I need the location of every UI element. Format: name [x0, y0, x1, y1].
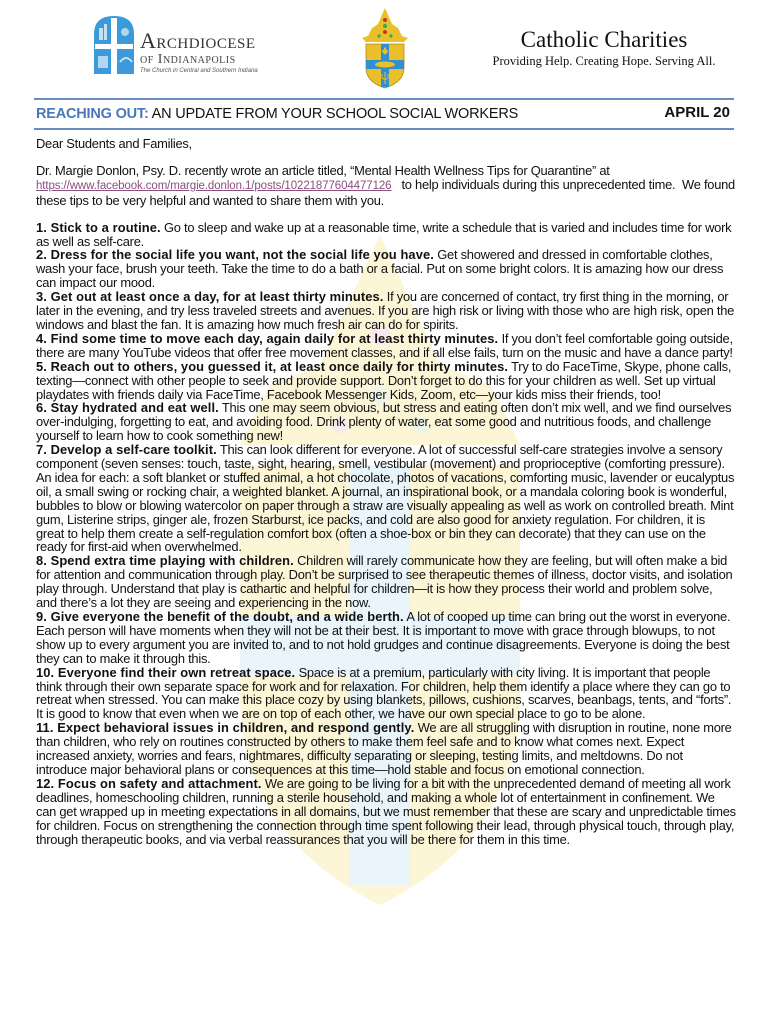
tip-body: Space is at a premium, particularly with city living. It is important that people think through their own separate space for work and for relaxation. For children, help them identify a place where they can go to retreat when stressed. You can make this place cozy by using blankets, pillows, cushions, scarves, beanbags, tents, and “forts”. It is good to know that even when we are on top of each other, we have our own special place to go to be alone.: [36, 664, 732, 722]
tip-body: This one may seem obvious, but stress and eating often don’t mix well, and we find ourselves over-indulging, forgetting to eat, and avoiding food. Drink plenty of water, eat some good and nutritious foods, and challenge yourself to learn how to cook something new!: [36, 400, 732, 444]
tip-body: If you don’t feel comfortable going outside, there are many YouTube videos that offer free movement classes, and if all else fails, turn on the music and have a dance party!: [36, 330, 733, 360]
tip-title: 8. Spend extra time playing with children.: [36, 553, 294, 569]
tip-item: [36, 248, 736, 290]
tip-title: 2. Dress for the social life you want, not the social life you have.: [36, 247, 434, 263]
tip-body: We are going to be living for a bit with the unprecedented demand of meeting all work deadlines, homeschooling children, running a sterile household, and making a whole lot of entertainment in confinement. We can get wrapped up in meeting expectations in all domains, but we must remember that these are scary and unpredictable times for children. Focus on strengthening the connection through time spent following their lead, through physical touch, through play, through therapeutic books, and via verbal reassurances that you will be there for them in this time.: [36, 775, 736, 847]
tip-title: 5. Reach out to others, you guessed it, at least once daily for thirty minutes.: [36, 358, 509, 374]
tip-item: [36, 666, 736, 722]
tip-body: We are all struggling with disruption in routine, none more than children, who rely on routines constructed by others to make them feel safe and to know what comes next. Expect increased anxiety, worries and fears, nightmares, difficulty separating or sleeping, testing limits, and meltdowns. Do not introduce major behavioral plans or consequences at this time—hold stable and focus on emotional connection.: [36, 720, 732, 777]
archdiocese-tagline: The Church in Central and Southern Indiana: [140, 68, 258, 74]
tip-title: 3. Get out at least once a day, for at least thirty minutes.: [36, 289, 384, 305]
tip-title: 9. Give everyone the benefit of the doubt, and a wide berth.: [36, 609, 404, 624]
banner-subtitle: AN UPDATE FROM YOUR SCHOOL SOCIAL WORKERS: [148, 106, 519, 122]
tip-item: [36, 332, 736, 360]
tip-item: [36, 610, 736, 666]
tip-body: Get showered and dressed in comfortable clothes, wash your face, brush your teeth. Take the time to do a bath or a facial. Put on some bright colors. It is amazing how our dress can impact our mood.: [36, 247, 724, 291]
archdiocese-window-icon: [92, 14, 136, 76]
tip-body: A lot of cooped up time can bring out the worst in everyone. Each person will have moments when they will not be at their best. It is important to move with grace through blowups, to not show up to every argument you are invited to, and to not hold grudges and continue disagreements. Everyone is doing the best they can to make it through this.: [36, 609, 731, 666]
tip-item: [36, 360, 736, 402]
tip-title: 12. Focus on safety and attachment.: [36, 775, 262, 791]
tip-title: 7. Develop a self-care toolkit.: [36, 442, 217, 458]
tip-item: [36, 777, 736, 847]
page-header: [0, 0, 768, 96]
tip-item: [36, 290, 736, 332]
tip-title: 1. Stick to a routine.: [36, 219, 161, 235]
intro-text-before-link: Dr. Margie Donlon, Psy. D. recently wrote an article titled, “Mental Health Wellness Tips for Quarantine” at: [36, 162, 610, 178]
tip-body: Try to do FaceTime, Skype, phone calls, texting—connect with other people to seek and provide support. Don’t forget to do this for your children as well. Set up virtual playdates with friends daily via FaceTime, Facebook Messenger Kids, Zoom, etc—your kids miss their friends, too!: [36, 358, 732, 402]
tip-title: 10. Everyone find their own retreat space.: [36, 664, 296, 680]
catholic-charities-title: Catholic Charities: [520, 27, 688, 52]
intro-text-after-link: to help individuals during this unprecedented time. We found these tips to be very helpful and wanted to share them with you.: [36, 176, 739, 208]
newsletter-banner: [34, 98, 734, 130]
archdiocese-logo: [92, 14, 292, 78]
tip-title: 11. Expect behavioral issues in children, and respond gently.: [36, 720, 415, 736]
tip-item: [36, 401, 736, 443]
tip-title: 4. Find some time to move each day, again daily for at least thirty minutes.: [36, 330, 499, 346]
tip-item: [36, 221, 736, 249]
intro-paragraph: [36, 162, 739, 208]
archdiocese-subtitle: of Indianapolis: [140, 52, 236, 67]
tip-item: [36, 721, 736, 777]
banner-title: [36, 106, 518, 122]
tip-item: [36, 443, 736, 554]
tip-body: If you are concerned of contact, try first thing in the morning, or later in the evening, and try less traveled streets and avenues. If you are high risk or living with those who are high risk, open the windows and blast the fan. It is amazing how much fresh air can do for spirits.: [36, 289, 735, 332]
greeting: Dear Students and Families,: [36, 136, 192, 151]
letter-body: [36, 136, 739, 847]
tip-item: [36, 554, 736, 610]
article-link[interactable]: https://www.facebook.com/margie.donlon.1/posts/10221877604477126: [36, 179, 392, 192]
archdiocese-name: Archdiocese: [140, 28, 256, 53]
tip-body: Go to sleep and wake up at a reasonable time, write a schedule that is varied and includes time for work as well as self-care.: [36, 219, 732, 249]
coat-of-arms-icon: [358, 6, 412, 90]
tip-body: This can look different for everyone. A lot of successful self-care strategies involve a sensory component (seven senses: touch, taste, sight, hearing, smell, vestibular (movement) and proprioceptive (comforting pressure). An idea for each: a soft blanket or stuffed animal, a hot chocolate, photos of vacations, comforting music, lavender or eucalyptus oil, a small swing or rocking chair, a weighted blanket. A journal, an inspirational book, or a mandala coloring book is wonderful, bubbles to blow or blowing watercolor on paper through a straw are visually appealing as well as work on controlled breath. Mint gum, Listerine strips, ginger ale, frozen Starburst, ice packs, and cold are also good for anxiety regulation. For children, it is great to help them create a self-regulation comfort box (often a shoe-box or bin they can decorate) that they can use on the ready for first-aid when overwhelmed.: [36, 442, 735, 555]
banner-date: APRIL 20: [664, 104, 730, 121]
tip-title: 6. Stay hydrated and eat well.: [36, 400, 219, 416]
catholic-charities-tagline: Providing Help. Creating Hope. Serving All.: [492, 54, 716, 68]
tip-body: Children will rarely communicate how they are feeling, but will often make a bid for attention and communication through play. Don’t be surprised to see therapeutic themes of illness, doctor visits, and isolation play through. Understand that play is cathartic and helpful for children—it is how they process their world and problem solve, and there’s a lot they are seeing and experiencing in the now.: [36, 553, 733, 611]
banner-accent: REACHING OUT:: [36, 106, 149, 122]
